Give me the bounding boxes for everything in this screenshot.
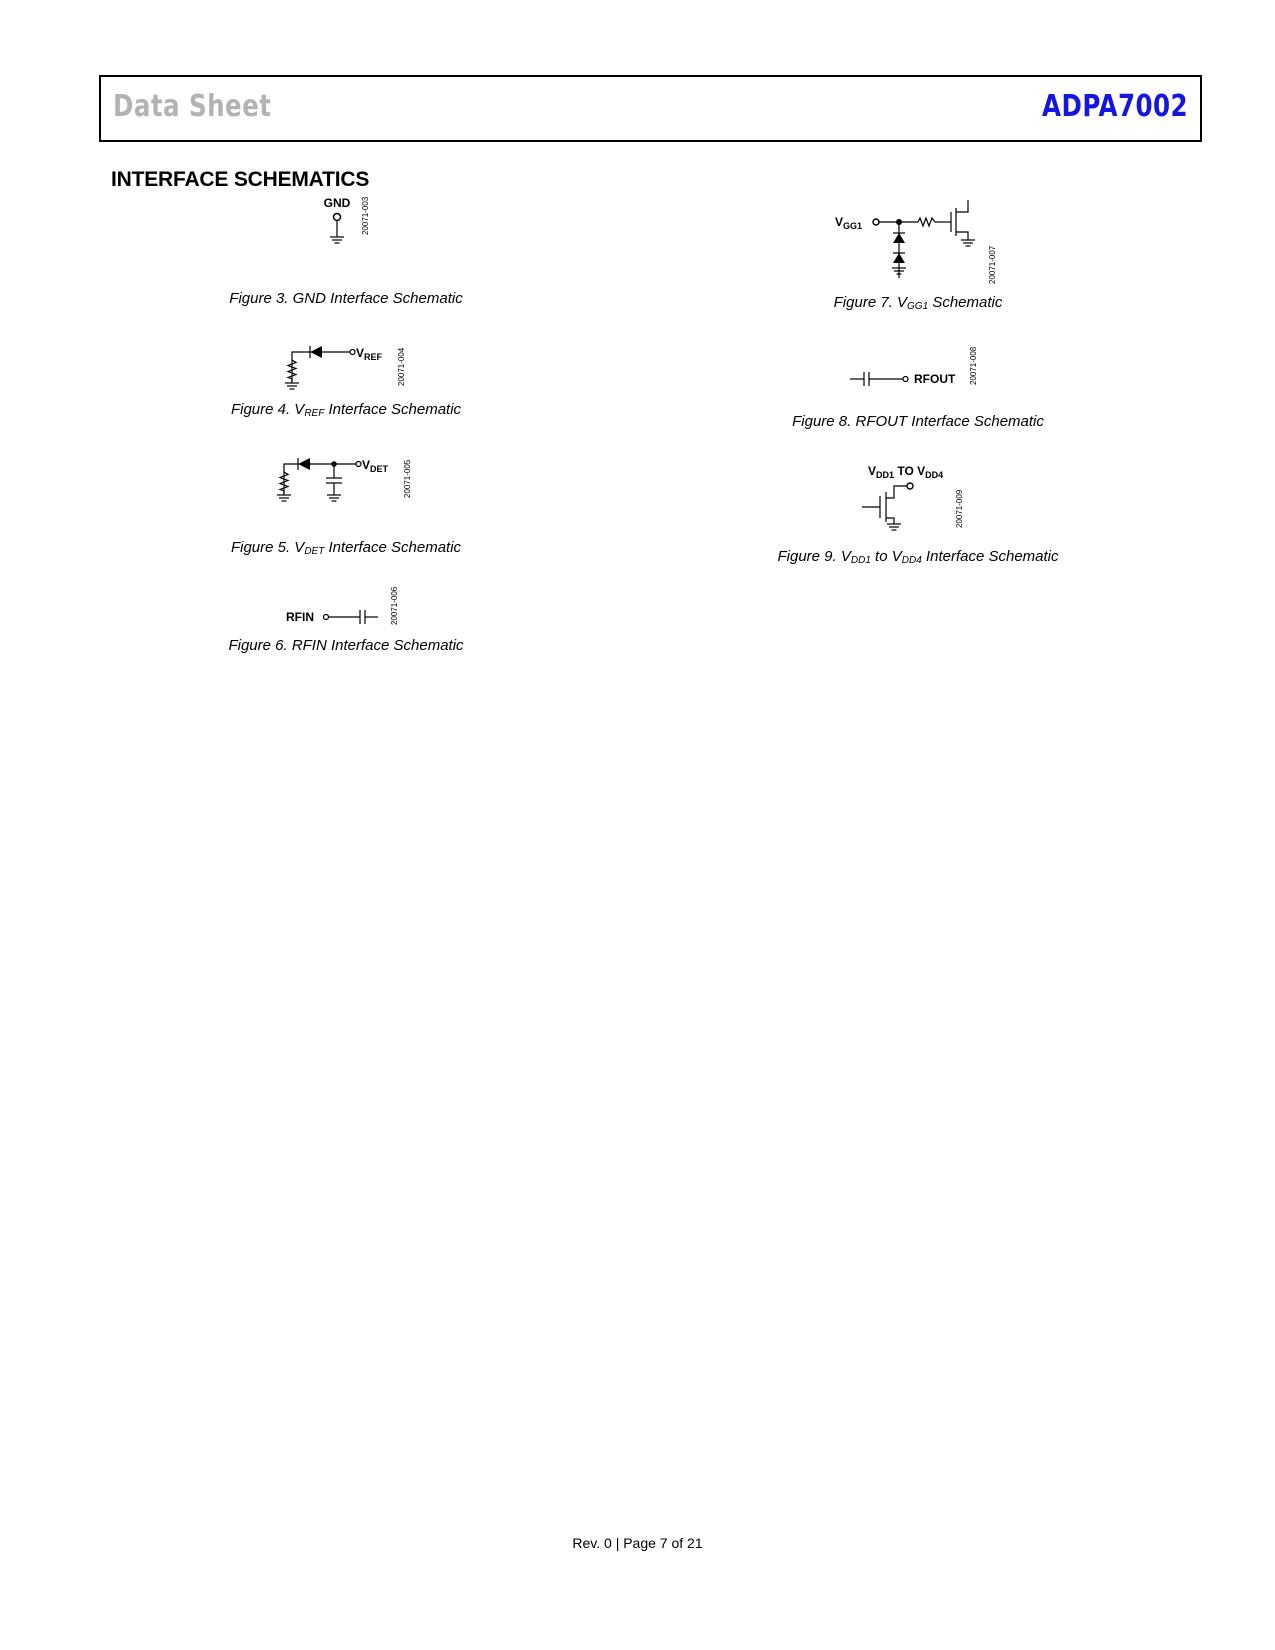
pin-terminal-icon (324, 615, 329, 620)
fet-transistor-icon (862, 486, 907, 524)
figure-code: 20071-009 (955, 489, 964, 528)
pin-terminal-icon (334, 214, 341, 221)
gnd-pin-label: GND (323, 196, 351, 210)
fet-transistor-icon (951, 200, 968, 240)
pin-terminal-icon (873, 219, 879, 225)
figure-4-caption: Figure 4. $V_{REF}$ Interface Schematic (230, 401, 462, 419)
figure-7-vgg1-schematic (835, 196, 1005, 288)
resistor-icon (918, 218, 935, 226)
figure-3-gnd-schematic (300, 195, 380, 255)
diode-icon (298, 458, 310, 470)
vref-pin-label: $V_{REF}$ (356, 346, 383, 362)
figure-code: 20071-007 (988, 245, 997, 284)
figure-code: 20071-008 (969, 346, 978, 385)
vgg1-pin-label: $V_{GG1}$ (835, 215, 863, 231)
figure-5-vdet-schematic (272, 450, 422, 510)
ground-symbol-icon (887, 524, 901, 530)
vdet-pin-label: $V_{DET}$ (362, 458, 389, 474)
pin-terminal-icon (903, 377, 908, 382)
pin-terminal-icon (350, 350, 355, 355)
header-doc-type: Data Sheet (113, 89, 272, 124)
figure-code: 20071-006 (390, 586, 399, 625)
figure-3-caption: Figure 3. GND Interface Schematic (229, 290, 463, 307)
junction-dot (331, 461, 337, 467)
ground-symbol-icon (277, 491, 291, 501)
ground-symbol-icon (961, 240, 975, 246)
capacitor-icon (329, 610, 379, 624)
figure-code: 20071-004 (397, 347, 406, 386)
figure-4-vref-schematic (280, 338, 420, 398)
figure-9-caption: Figure 9. $V_{DD1}$ to $V_{DD4}$ Interface Schematic (777, 548, 1059, 566)
figure-9-vdd-schematic (862, 462, 982, 542)
figure-code: 20071-003 (361, 196, 370, 235)
figure-8-caption: Figure 8. RFOUT Interface Schematic (792, 413, 1044, 430)
figure-code: 20071-005 (403, 459, 412, 498)
header-part-number: ADPA7002 (1041, 89, 1188, 124)
page-footer: Rev. 0 | Page 7 of 21 (572, 1535, 703, 1551)
rfout-pin-label: RFOUT (914, 372, 956, 386)
figure-6-rfin-schematic (286, 587, 416, 627)
ground-symbol-icon (285, 379, 299, 389)
ground-symbol-icon (330, 237, 344, 243)
rfin-pin-label: RFIN (286, 610, 314, 624)
page-header (99, 75, 1202, 142)
pin-terminal-icon (907, 483, 913, 489)
junction-dot (896, 219, 902, 225)
diode-icon (310, 346, 322, 358)
ground-symbol-icon (327, 495, 341, 501)
capacitor-icon (850, 372, 903, 386)
figure-6-caption: Figure 6. RFIN Interface Schematic (228, 637, 464, 654)
pin-terminal-icon (356, 462, 361, 467)
figure-5-caption: Figure 5. $V_{DET}$ Interface Schematic (230, 539, 462, 557)
section-title: INTERFACE SCHEMATICS (111, 168, 370, 191)
figure-8-rfout-schematic (850, 347, 990, 387)
figure-7-caption: Figure 7. $V_{GG1}$ Schematic (833, 294, 1003, 312)
vdd-pin-label: $V_{DD1}$ TO $V_{DD4}$ (868, 464, 944, 480)
